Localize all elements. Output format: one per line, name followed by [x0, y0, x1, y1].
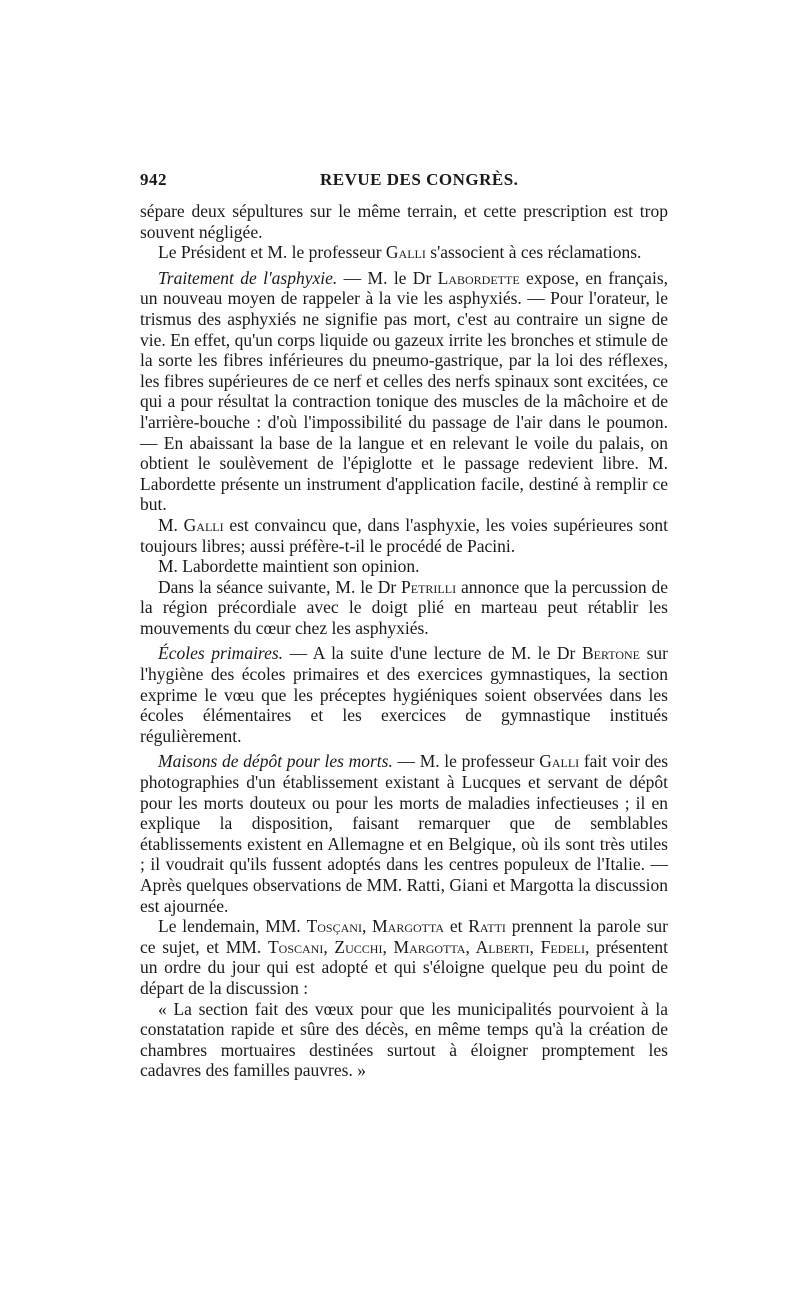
running-title: REVUE DES CONGRÈS.: [320, 170, 519, 189]
paragraph-text: et: [444, 916, 469, 937]
paragraph-text: fait voir des photographies d'un établissement existant à Lucques et servant de dépôt pour les morts douteux ou pour les morts de maladies infectieuses ; il en explique la disposition, faisant remarquer que de semblables établissements existent en Allemagne et en Belgique, où ils sont très utiles ; il voudrait qu'ils fussent adoptés dans les centres populeux de l'Italie. — Après quelques observations de MM. Ratti, Giani et Margotta la discussion est ajournée.: [140, 751, 669, 916]
paragraph-continuation: [140, 201, 668, 242]
paragraph: [140, 556, 668, 577]
paragraph-text: annonce que la percussion de la région précordiale avec le doigt plié en marteau peut rétablir les mouvements du cœur chez les asphyxiés.: [140, 576, 668, 638]
section-title: Écoles primaires.: [158, 643, 284, 664]
paragraph: [140, 916, 668, 998]
paragraph-text: — M. le professeur: [392, 751, 540, 772]
paragraph-text: Le Président et M. le professeur: [158, 242, 386, 263]
speaker-name: Galli: [183, 514, 224, 535]
paragraph-text: prennent la parole sur ce sujet, et MM.: [140, 916, 669, 957]
paragraph-text: sur l'hygiène des écoles primaires et des exercices gymnastiques, la section exprime le vœu que les préceptes hygiéniques soient observées dans les écoles élémentaires et les exercices de gymnastique institués régulièrement.: [140, 643, 668, 746]
section-paragraph: [140, 643, 668, 746]
page-header: [140, 170, 668, 194]
paragraph-text: expose, en français, un nouveau moyen de rappeler à la vie les asphyxiés. — Pour l'orateur, le trismus des asphyxiés ne signifie pas mort, c'est au contraire un signe de vie. En effet, qu'un corps liquide ou gazeux irrite les bronches et stimule de la sorte les fibres inférieures du pneumo-gastrique, par la loi des réflexes, les fibres supérieures de ce nerf et celles des nerfs spinaux sont excitées, ce qui a pour résultat la contraction tonique des muscles de la mâchoire et de l'arrière-bouche : d'où l'impossibilité du passage de l'air dans le poumon. — En abaissant la base de la langue et en relevant le voile du palais, on obtient le soulèvement de l'épiglotte et le passage redevient libre. M. Labordette présente un instrument d'application facile, destiné à remplir ce but.: [140, 267, 669, 515]
paragraph-text: Dans la séance suivante, M. le Dr: [158, 576, 402, 597]
paragraph-text: M.: [158, 514, 184, 535]
quoted-resolution: [140, 999, 668, 1081]
speaker-names: Tosçani, Margotta: [306, 916, 445, 937]
section-paragraph: [140, 268, 668, 515]
speaker-name: Petrilli: [401, 576, 457, 597]
paragraph-text: est convaincu que, dans l'asphyxie, les voies supérieures sont toujours libres; aussi préfère-t-il le procédé de Pacini.: [140, 514, 668, 556]
speaker-name: Galli: [385, 242, 426, 263]
speaker-name: Labordette: [437, 267, 520, 288]
speaker-name: Bertone: [581, 643, 640, 664]
paragraph: [140, 515, 668, 556]
paragraph: [140, 577, 668, 639]
speaker-name: Galli: [539, 751, 580, 772]
section-title: Maisons de dépôt pour les morts.: [158, 751, 393, 772]
paragraph-text: — A la suite d'une lecture de M. le Dr: [283, 643, 582, 664]
paragraph-text: s'associent à ces réclamations.: [425, 242, 642, 263]
paragraph: [140, 242, 668, 263]
paragraph-text: sépare deux sépultures sur le même terrain, et cette prescription est trop souvent négligée.: [140, 201, 668, 242]
paragraph-text: M. Labordette maintient son opinion.: [158, 556, 420, 577]
paragraph-text: « La section fait des vœux pour que les municipalités pourvoient à la constatation rapide et sûre des décès, en même temps qu'à la création de chambres mortuaires destinées surtout à éloigner promptement les cadavres des familles pauvres. »: [140, 998, 668, 1081]
speaker-names: Toscani, Zucchi, Margotta, Alberti, Fedeli: [267, 936, 585, 957]
page-number: 942: [140, 170, 167, 189]
paragraph-text: Le lendemain, MM.: [158, 916, 307, 937]
section-paragraph: [140, 751, 668, 916]
paragraph-text: , présentent un ordre du jour qui est adopté et qui s'éloigne quelque peu du point de départ de la discussion :: [140, 936, 668, 998]
page-body: [140, 201, 668, 1081]
paragraph-text: — M. le Dr: [337, 267, 438, 288]
section-title: Traitement de l'asphyxie.: [158, 267, 338, 288]
speaker-names: Ratti: [468, 916, 506, 937]
